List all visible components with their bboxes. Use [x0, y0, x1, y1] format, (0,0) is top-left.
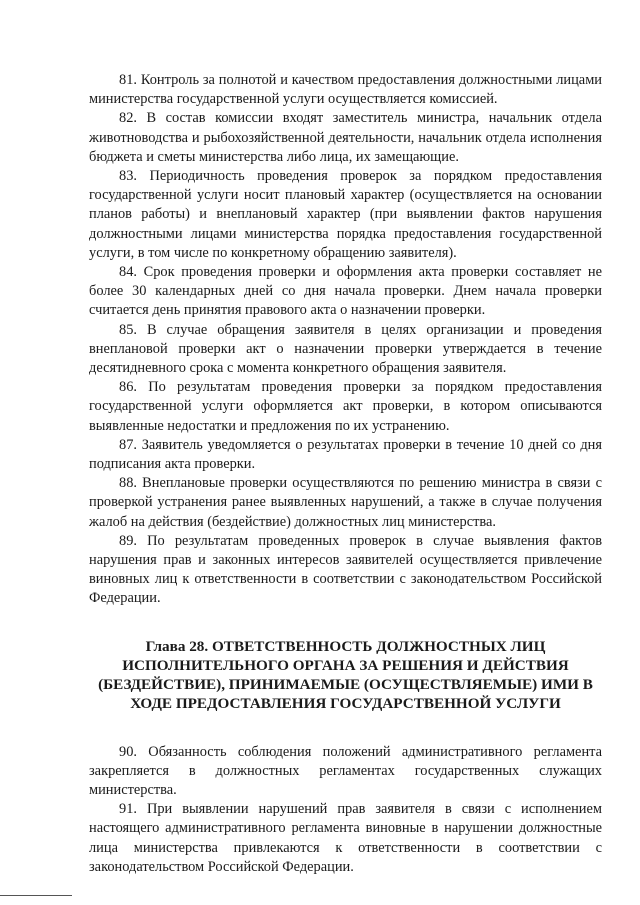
paragraph-91: 91. При выявлении нарушений прав заявителя в связи с исполнением настоящего административного регламента виновные в нарушении должностные лица министерства привлекаются к ответственности в соответствии с законодательством Российской Федерации. [89, 801, 602, 875]
chapter-heading: Глава 28. ОТВЕТСТВЕННОСТЬ ДОЛЖНОСТНЫХ ЛИЦ ИСПОЛНИТЕЛЬНОГО ОРГАНА ЗА РЕШЕНИЯ И ДЕЙСТВИЯ (БЕЗДЕЙСТВИЕ), ПРИНИМАЕМЫЕ (ОСУЩЕСТВЛЯЕМЫЕ) ИМИ В ХОДЕ ПРЕДОСТАВЛЕНИЯ ГОСУДАРСТВЕННОЙ УСЛУГИ [98, 637, 593, 713]
paragraph-88: 88. Внеплановые проверки осуществляются по решению министра в связи с проверкой устранения ранее выявленных нарушений, а также в случае получения жалоб на действия (бездействие) должностных лиц министерства. [89, 475, 602, 530]
section-paragraphs-top [89, 71, 602, 609]
paragraph-87: 87. Заявитель уведомляется о результатах проверки в течение 10 дней со дня подписания акта проверки. [89, 436, 602, 473]
section-paragraphs-bottom [89, 743, 602, 877]
paragraph-86: 86. По результатам проведения проверки за порядком предоставления государственной услуги оформляется акт проверки, в котором описываются выявленные недостатки и предложения по их устранению. [89, 379, 602, 434]
paragraph-89: 89. По результатам проведенных проверок в случае выявления фактов нарушения прав и законных интересов заявителей осуществляется привлечение виновных лиц к ответственности в соответствии с законодательством Российской Федерации. [89, 532, 602, 607]
paragraph-90: 90. Обязанность соблюдения положений административного регламента закрепляется в должностных регламентах государственных служащих министерства. [89, 743, 602, 798]
paragraph-83: 83. Периодичность проведения проверок за порядком предоставления государственной услуги носит плановый характер (осуществляется на основании планов работы) и внеплановый характер (при выявлении фактов нарушения должностными лицами министерства порядка предоставления государственной услуги, в том числе по конкретному обращению заявителя). [89, 168, 602, 261]
paragraph-82: 82. В состав комиссии входят заместитель министра, начальник отдела животноводства и рыбохозяйственной деятельности, начальник отдела исполнения бюджета и сметы министерства либо лица, их замещающие. [89, 110, 602, 165]
page-bottom-rule [0, 895, 72, 896]
paragraph-85: 85. В случае обращения заявителя в целях организации и проведения внеплановой проверки акт о назначении проверки утверждается в течение десятидневного срока с момента конкретного обращения заявителя. [89, 321, 602, 377]
paragraph-81: 81. Контроль за полнотой и качеством предоставления должностными лицами министерства государственной услуги осуществляется комиссией. [89, 72, 602, 108]
paragraph-84: 84. Срок проведения проверки и оформления акта проверки составляет не более 30 календарных дней со дня начала проверки. Днем начала проверки считается день принятия правового акта о назначении проверки. [89, 264, 602, 319]
